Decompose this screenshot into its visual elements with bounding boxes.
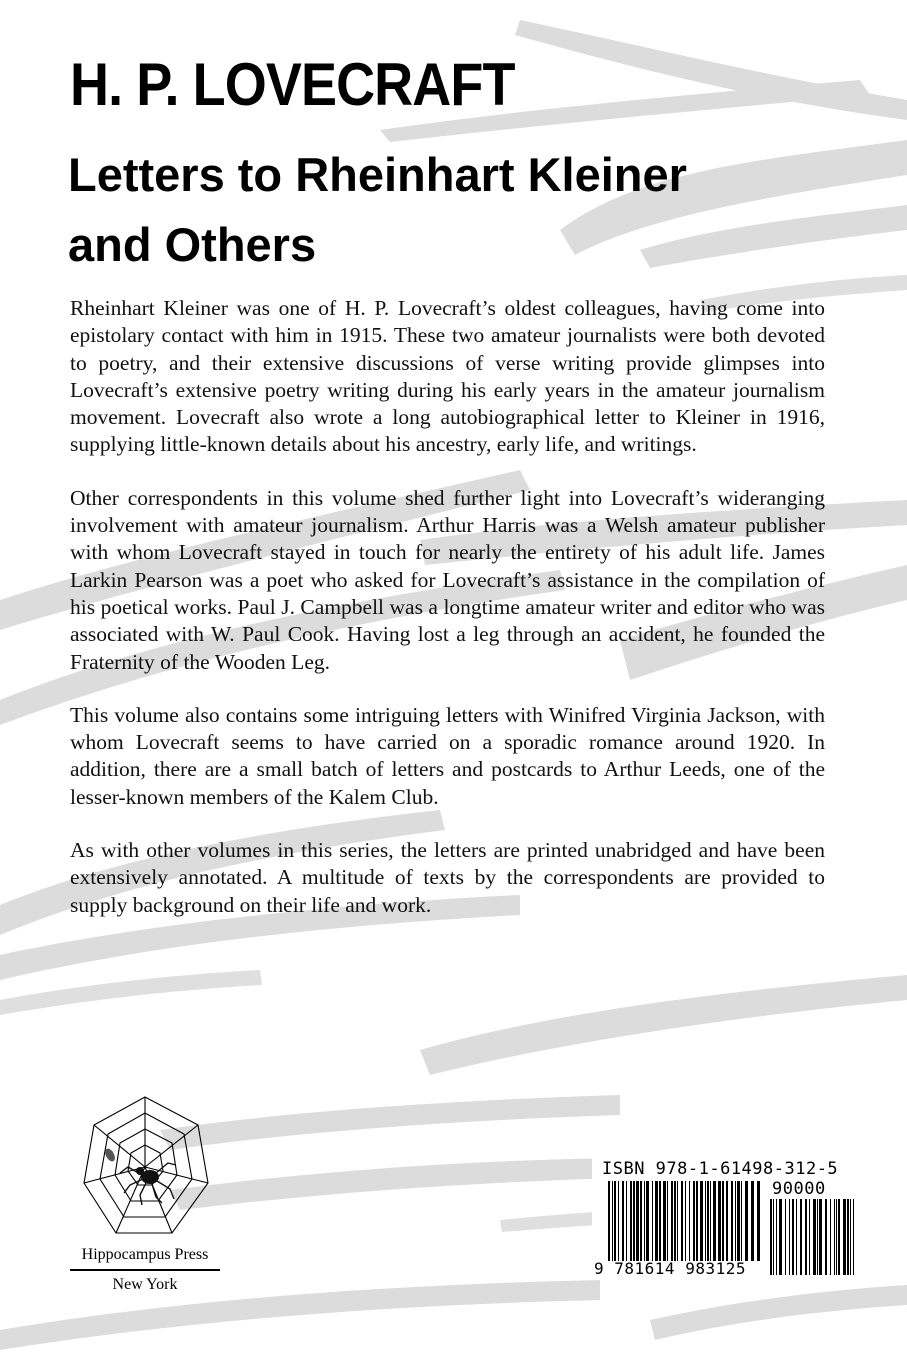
ean-digits: 9 781614 983125 <box>594 1259 746 1278</box>
publisher-divider <box>70 1269 220 1271</box>
publisher-name: Hippocampus Press <box>81 1246 209 1263</box>
isbn-number: ISBN 978-1-61498-312-5 <box>602 1159 839 1179</box>
author-name: H. P. LOVECRAFT <box>70 51 515 118</box>
publisher-logo <box>60 1095 230 1294</box>
blurb-paragraph-4: As with other volumes in this series, the letters are printed unabridged and have been extensively annotated. A multitude of texts by the correspondents are provided to supply background on their life and work. <box>70 838 825 917</box>
blurb-paragraph-1: Rheinhart Kleiner was one of H. P. Lovecraft’s oldest colleagues, having come into epistolary contact with him in 1915. These two amateur journalists were both devoted to poetry, and their extensive discussions of verse writing provide glimpses into Lovecraft’s extensive poetry writing during his early years in the amateur journalism movement. Lovecraft also wrote a long autobiographical letter to Kleiner in 1916, supplying little-known details about his ancestry, early life, and writings. <box>70 296 825 457</box>
book-title-line2: and Others <box>68 218 317 271</box>
back-cover-blurb <box>70 295 825 945</box>
price-code: 90000 <box>772 1179 826 1199</box>
isbn-barcode <box>592 1157 858 1277</box>
spider-web-icon <box>80 1095 210 1240</box>
publisher-city: New York <box>112 1276 178 1293</box>
book-title <box>68 140 848 280</box>
blurb-paragraph-2: Other correspondents in this volume shed further light into Lovecraft’s wideranging involvement with amateur journalism. Arthur Harris was a Welsh amateur publisher with whom Lovecraft stayed in touch for nearly the entirety of his adult life. James Larkin Pearson was a poet who asked for Lovecraft’s assistance in the compilation of his poetical works. Paul J. Campbell was a longtime amateur writer and editor who was associated with W. Paul Cook. Having lost a leg through an accident, he founded the Fraternity of the Wooden Leg. <box>70 485 825 674</box>
blurb-paragraph-3: This volume also contains some intriguing letters with Winifred Virginia Jackson, with whom Lovecraft seems to have carried on a sporadic romance around 1920. In addition, there are a small batch of letters and postcards to Arthur Leeds, one of the lesser-known members of the Kalem Club. <box>70 702 825 809</box>
book-title-line1: Letters to Rheinhart Kleiner <box>68 148 687 201</box>
